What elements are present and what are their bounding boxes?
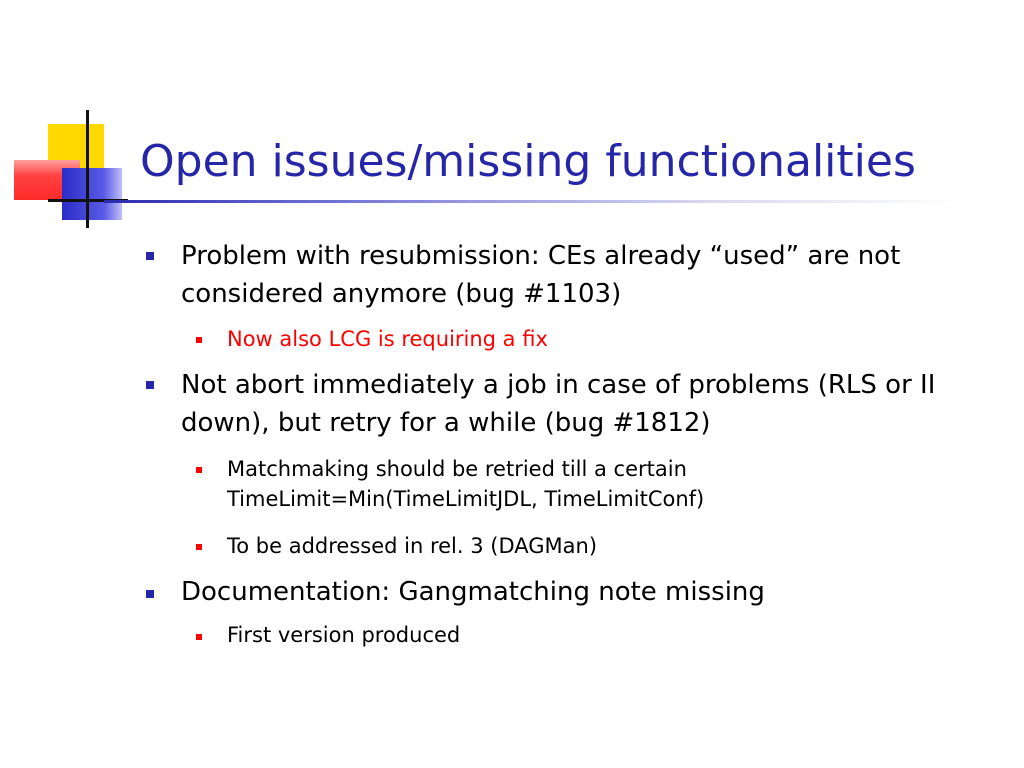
bullet-item-resubmission: Problem with resubmission: CEs already “used” are not considered anymore (bug #1103) <box>181 241 901 309</box>
sub-bullet-item-lcg-fix: Now also LCG is requiring a fix <box>227 327 548 351</box>
bullet-item-documentation: Documentation: Gangmatching note missing <box>181 577 765 607</box>
sub-bullet-item-first-version: First version produced <box>227 623 461 647</box>
sub-bullet-marker <box>196 337 202 343</box>
bullet-marker <box>146 381 154 389</box>
slide-title: Open issues/missing functionalities <box>140 136 916 187</box>
bullet-marker <box>146 590 154 598</box>
sub-bullet-marker <box>196 634 202 640</box>
sub-bullet-item-dagman: To be addressed in rel. 3 (DAGMan) <box>227 534 598 558</box>
bullet-marker <box>146 252 154 260</box>
sub-bullet-marker <box>196 467 202 473</box>
sub-bullet-marker <box>196 544 202 550</box>
sub-bullet-item-matchmaking: Matchmaking should be retried till a certain TimeLimit=Min(TimeLimitJDL, TimeLimitConf) <box>227 457 705 511</box>
bullet-item-abort-retry: Not abort immediately a job in case of problems (RLS or II down), but retry for a while (bug #1812) <box>181 370 936 438</box>
